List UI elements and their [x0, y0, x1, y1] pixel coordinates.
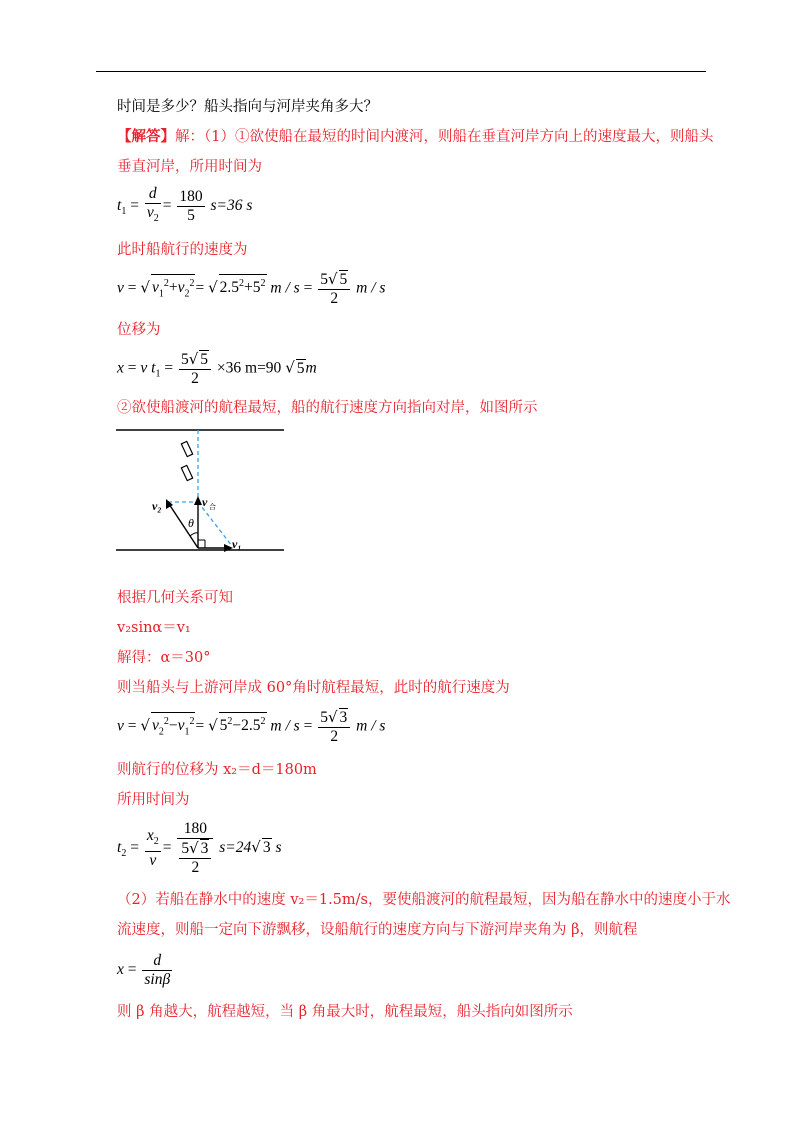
line-3: 此时船航行的速度为: [117, 242, 248, 258]
line-2: 垂直河岸，所用时间为: [117, 159, 262, 175]
f3-frac: $\frac{5√ 5}{2}$: [179, 350, 211, 388]
f3-mid: ×36 m=90: [216, 359, 282, 377]
formula-time-2: $t_2$ = $\frac{x_2}{v}$ = $\frac{180}{\frac{5√ 3}{2}}$ s=24√ 3 s: [117, 820, 282, 876]
line-12: （2）若船在静水中的速度 v₂＝1.5m/s，要使船渡河的航程最短，因为船在静水中的速度小于水: [117, 892, 731, 908]
f1-t: t: [117, 197, 122, 215]
river-diagram: [112, 420, 292, 560]
line-13: 流速度，则船一定向下游飘移，设船航行的速度方向与下游河岸夹角为 β，则航程: [117, 922, 638, 938]
answer-intro: 解：（1）①欲使船在最短的时间内渡河，则船在垂直河岸方向上的速度最大，则船头: [175, 129, 714, 145]
f2-unit: m / s: [270, 279, 300, 297]
line-14: 则 β 角越大，航程越短，当 β 角最大时，航程最短，船头指向如图所示: [117, 1004, 573, 1020]
f2-tail: m / s: [356, 279, 386, 297]
label-he: 合: [209, 503, 216, 511]
label-v: v: [202, 495, 208, 509]
formula-displacement: x = v $t_1$ = $\frac{5√ 5}{2}$ ×36 m=90 √ 5m: [117, 350, 317, 387]
f2-frac: $\frac{5√ 5}{2}$: [318, 270, 350, 308]
formula-velocity: v = √ $v_1^2+v_2^2=$ √ $2.5^2+5^2$ m / s = $\frac{5√ 5}{2}$ m / s: [117, 270, 386, 307]
label-theta: θ: [188, 516, 194, 530]
header-rule: [96, 71, 706, 72]
answer-tag: 【解答】: [117, 128, 175, 145]
f5-frac-big: $\frac{180}{\frac{5√ 3}{2}}$: [177, 820, 213, 877]
f1-frac-d-v2: $\frac{d}{v_2}$: [146, 185, 159, 225]
line-5: ②欲使船渡河的航程最短，船的航行速度方向指向对岸，如图所示: [117, 400, 538, 416]
boat-icon: [181, 441, 192, 456]
f5-result: s=24: [219, 839, 252, 857]
f5-frac-x-v: $\frac{x_2}{v}$: [146, 826, 159, 870]
arrowhead-icon: [194, 496, 202, 505]
line-8: 解得：α＝30°: [117, 650, 211, 666]
f4-tail: m / s: [356, 717, 386, 735]
question-tail: 时间是多少？船头指向与河岸夹角多大？: [117, 99, 378, 115]
line-6: 根据几何关系可知: [117, 590, 233, 606]
f4-unit: m / s: [270, 717, 300, 735]
angle-arc: [190, 533, 198, 536]
label-v1: v₁: [232, 537, 242, 551]
line-11: 所用时间为: [117, 792, 190, 808]
f4-frac: $\frac{5√ 3}{2}$: [318, 708, 350, 746]
line-9: 则当船头与上游河岸成 60°角时航程最短，此时的航行速度为: [117, 680, 510, 696]
line-10: 则航行的位移为 x₂＝d＝180m: [117, 762, 317, 778]
answer-intro-line: [117, 127, 713, 147]
f1-frac-180-5: $\frac{180}{5}$: [179, 188, 203, 225]
f1-result: s=36 s: [210, 197, 253, 215]
formula-time: $t_1$ = $\frac{d}{v_2}$ = $\frac{180}{5}$ s=36 s: [117, 185, 252, 228]
label-v2: v₂: [152, 499, 162, 513]
line-4: 位移为: [117, 322, 161, 338]
formula-velocity-2: v = √ $v_2^2-v_1^2=$ √ $5^2-2.5^2$ m / s = $\frac{5√ 3}{2}$ m / s: [117, 708, 386, 745]
formula-path: x = $\frac{d}{\sin\beta}$: [117, 952, 171, 988]
line-7: v₂sinα＝v₁: [117, 620, 191, 636]
f6-frac: $\frac{d}{\sin\beta}$: [144, 952, 171, 988]
boat-icon: [181, 465, 192, 480]
